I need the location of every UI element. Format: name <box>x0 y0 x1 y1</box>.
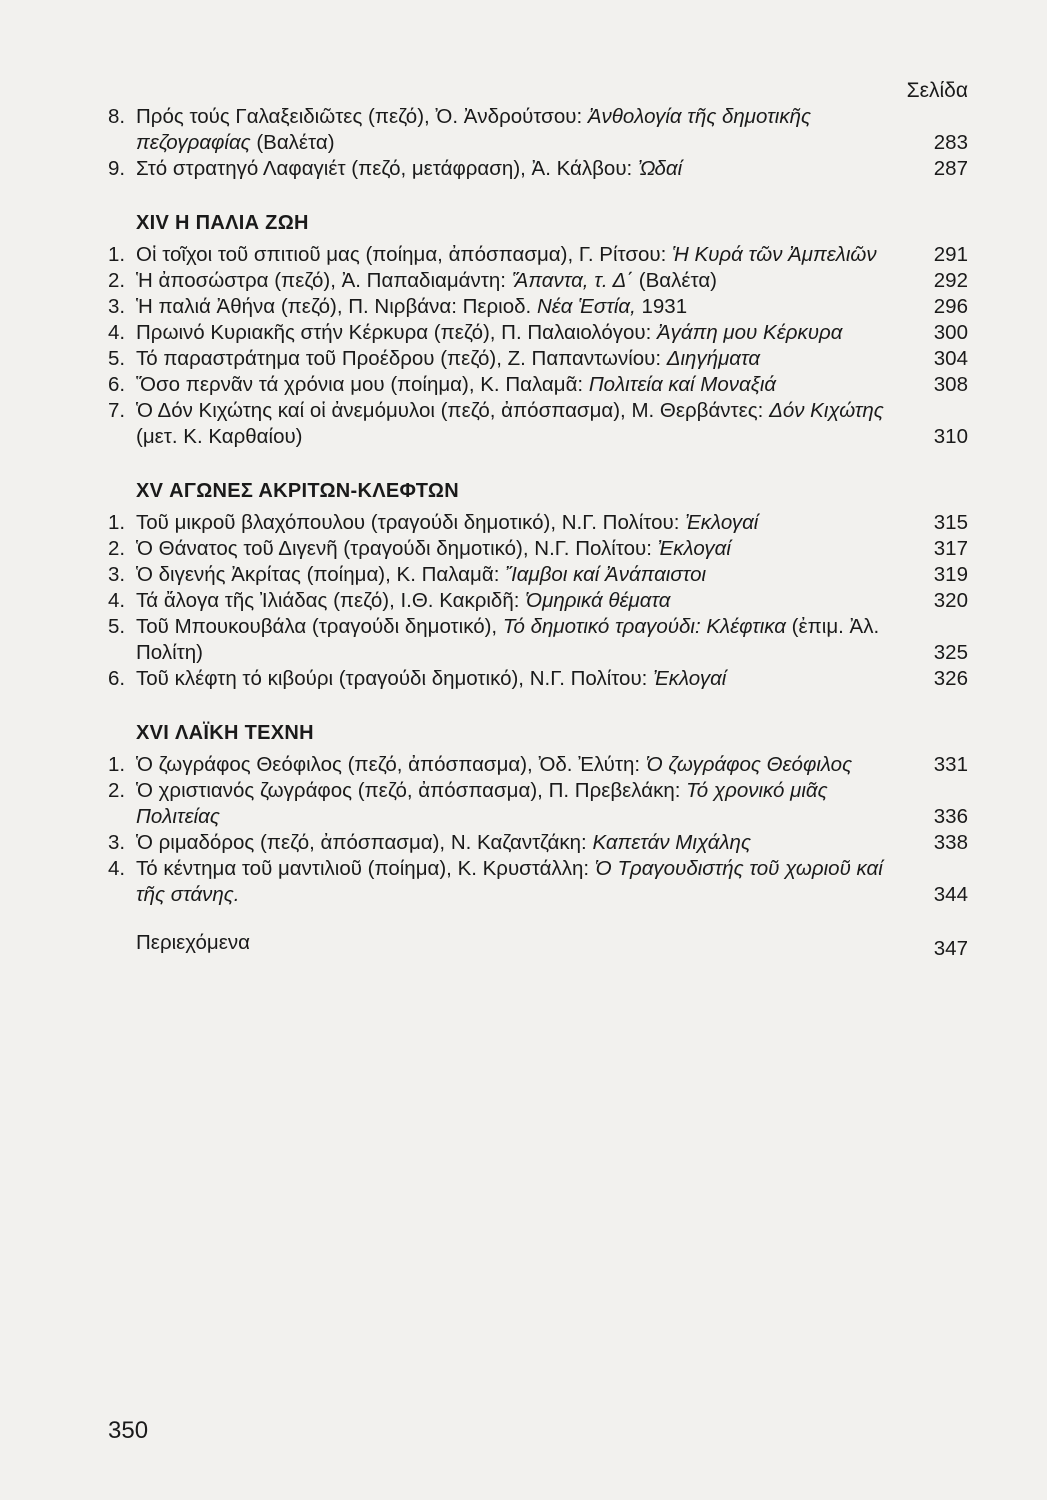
entry-title: Ὁ χριστιανός ζωγράφος (πεζό, ἀπόσπασμα), Π. Πρεβελάκη: <box>136 779 687 802</box>
entry-source: Ὠδαί <box>637 157 683 180</box>
entry-number: 8. <box>108 105 126 128</box>
entry-text <box>136 778 924 830</box>
section-heading: XV ΑΓΩΝΕΣ ΑΚΡΙΤΩΝ-ΚΛΕΦΤΩΝ <box>136 480 459 502</box>
entry-page: 291 <box>933 243 968 266</box>
entry-suffix: (Βαλέτα) <box>633 269 717 292</box>
entry-text <box>136 156 924 182</box>
section-heading: XIV Η ΠΑΛΙΑ ΖΩΗ <box>136 212 309 234</box>
entry-source: Τό χρονικό μιᾶς Πολιτείας <box>136 779 828 828</box>
toc-entry <box>108 294 968 320</box>
entry-title: Ἡ ἀποσώστρα (πεζό), Ἀ. Παπαδιαμάντη: <box>136 269 512 292</box>
entry-suffix: 1931 <box>635 295 688 318</box>
entry-title: Τοῦ μικροῦ βλαχόπουλου (τραγούδι δημοτικό), Ν.Γ. Πολίτου: <box>136 511 686 534</box>
entry-page: 315 <box>933 511 968 534</box>
contents-label: Περιεχόμενα <box>136 931 250 954</box>
entry-page: 325 <box>933 641 968 664</box>
toc-entry <box>108 268 968 294</box>
entry-page: 300 <box>933 321 968 344</box>
entry-page: 319 <box>933 563 968 586</box>
toc-entry <box>108 536 968 562</box>
page-column-label: Σελίδα <box>906 79 968 102</box>
entry-number: 2. <box>108 269 126 292</box>
contents-entry <box>136 930 968 962</box>
toc-entry <box>108 752 968 778</box>
entry-number: 3. <box>108 563 126 586</box>
entry-source: Τό δημοτικό τραγούδι: Κλέφτικα <box>502 615 786 638</box>
entry-title: Ὁ ζωγράφος Θεόφιλος (πεζό, ἀπόσπασμα), Ὀδ. Ἐλύτη: <box>136 753 646 776</box>
entry-page: 296 <box>933 295 968 318</box>
entry-text <box>136 242 924 268</box>
entry-page: 320 <box>933 589 968 612</box>
entry-number: 6. <box>108 667 126 690</box>
entry-number: 1. <box>108 511 126 534</box>
entry-source: Ἀνθολογία τῆς δημοτικῆς πεζογραφίας <box>136 105 811 154</box>
entry-source: Πολιτεία καί Μοναξιά <box>588 373 777 396</box>
entry-source: Ἐκλογαί <box>685 511 759 534</box>
entry-title: Πρωινό Κυριακῆς στήν Κέρκυρα (πεζό), Π. Παλαιολόγου: <box>136 321 657 344</box>
entry-number: 3. <box>108 831 126 854</box>
entry-text <box>136 104 924 156</box>
entry-title: Τά ἄλογα τῆς Ἰλιάδας (πεζό), Ι.Θ. Κακριδῆ: <box>136 589 526 612</box>
entry-text <box>136 614 924 666</box>
entry-page: 336 <box>933 805 968 828</box>
entry-number: 3. <box>108 295 126 318</box>
entry-title: Ὁ ριμαδόρος (πεζό, ἀπόσπασμα), Ν. Καζαντζάκη: <box>136 831 593 854</box>
entry-page: 317 <box>933 537 968 560</box>
toc-entry <box>108 372 968 398</box>
entry-number: 9. <box>108 157 126 180</box>
entry-suffix: (Βαλέτα) <box>250 131 335 154</box>
toc-entry <box>108 156 968 182</box>
entry-source: Ἡ Κυρά τῶν Ἀμπελιῶν <box>671 243 877 266</box>
entry-page: 308 <box>933 373 968 396</box>
toc-entry <box>108 588 968 614</box>
entry-title: Τοῦ Μπουκουβάλα (τραγούδι δημοτικό), <box>136 615 503 638</box>
toc-entry <box>108 562 968 588</box>
entry-page: 310 <box>933 425 968 448</box>
entry-page: 331 <box>933 753 968 776</box>
entry-title: Τό κέντημα τοῦ μαντιλιοῦ (ποίημα), Κ. Κρυστάλλη: <box>136 857 595 880</box>
page-number: 350 <box>108 1417 149 1444</box>
entry-text <box>136 588 924 614</box>
entry-text <box>136 666 924 692</box>
entry-suffix: (ἐπιμ. Ἀλ. Πολίτη) <box>136 615 880 664</box>
entry-title: Τό παραστράτημα τοῦ Προέδρου (πεζό), Ζ. Παπαντωνίου: <box>136 347 667 370</box>
toc-entry <box>108 104 968 156</box>
entry-text <box>136 510 924 536</box>
entry-title: Ὁ διγενής Ἀκρίτας (ποίημα), Κ. Παλαμᾶ: <box>136 563 506 586</box>
entry-text <box>136 320 924 346</box>
entry-source: Ἀγάπη μου Κέρκυρα <box>657 321 843 344</box>
entry-source: Διηγήματα <box>666 347 761 370</box>
entry-source: Νέα Ἑστία, <box>536 295 636 318</box>
entry-title: Ὁ Δόν Κιχώτης καί οἱ ἀνεμόμυλοι (πεζό, ἀπόσπασμα), Μ. Θερβάντες: <box>136 399 770 422</box>
entry-text <box>136 372 924 398</box>
entry-text <box>136 830 924 856</box>
toc-entry <box>108 320 968 346</box>
contents-page: 347 <box>933 937 968 960</box>
entry-page: 283 <box>933 131 968 154</box>
entry-source: Ὁ ζωγράφος Θεόφιλος <box>645 753 853 776</box>
entry-number: 5. <box>108 347 126 370</box>
entry-title: Ὁ Θάνατος τοῦ Διγενῆ (τραγούδι δημοτικό), Ν.Γ. Πολίτου: <box>136 537 658 560</box>
entry-text <box>136 562 924 588</box>
entry-title: Τοῦ κλέφτη τό κιβούρι (τραγούδι δημοτικό), Ν.Γ. Πολίτου: <box>136 667 654 690</box>
entry-source: Ὁ Τραγουδιστής τοῦ χωριοῦ καί τῆς στάνης. <box>136 857 883 906</box>
toc-entry <box>108 778 968 830</box>
entry-suffix: (μετ. Κ. Καρθαίου) <box>136 425 303 448</box>
entry-title: Οἱ τοῖχοι τοῦ σπιτιοῦ μας (ποίημα, ἀπόσπασμα), Γ. Ρίτσου: <box>136 243 672 266</box>
toc-entry <box>108 830 968 856</box>
entry-text <box>136 536 924 562</box>
entry-number: 2. <box>108 537 126 560</box>
entry-title: Πρός τούς Γαλαξειδιῶτες (πεζό), Ὀ. Ἀνδρούτσου: <box>136 105 588 128</box>
entry-source: Καπετάν Μιχάλης <box>592 831 751 854</box>
entry-number: 6. <box>108 373 126 396</box>
table-of-contents <box>108 78 968 962</box>
entry-page: 287 <box>933 157 968 180</box>
entry-page: 292 <box>933 269 968 292</box>
entry-number: 1. <box>108 753 126 776</box>
entry-number: 7. <box>108 399 126 422</box>
entry-source: Ἐκλογαί <box>653 667 727 690</box>
entry-number: 4. <box>108 589 126 612</box>
toc-entry <box>108 614 968 666</box>
toc-entry <box>108 666 968 692</box>
entry-source: Ἴαμβοι καί Ἀνάπαιστοι <box>505 563 707 586</box>
entry-title: Ἡ παλιά Ἀθήνα (πεζό), Π. Νιρβάνα: Περιοδ. <box>136 295 537 318</box>
entry-text <box>136 856 924 908</box>
entry-source: Δόν Κιχώτης <box>769 399 884 422</box>
entry-text <box>136 398 924 450</box>
toc-entry <box>108 398 968 450</box>
entry-page: 326 <box>933 667 968 690</box>
entry-number: 5. <box>108 615 126 638</box>
toc-entry <box>108 242 968 268</box>
entry-number: 1. <box>108 243 126 266</box>
entry-source: Ἐκλογαί <box>657 537 731 560</box>
entry-source: Ὁμηρικά θέματα <box>525 589 671 612</box>
entry-source: Ἅπαντα, τ. Δ΄ <box>511 269 634 292</box>
entry-number: 4. <box>108 857 126 880</box>
entry-title: Στό στρατηγό Λαφαγιέτ (πεζό, μετάφραση), Ἀ. Κάλβου: <box>136 157 638 180</box>
entry-text <box>136 294 924 320</box>
entry-title: Ὅσο περνᾶν τά χρόνια μου (ποίημα), Κ. Παλαμᾶ: <box>136 373 589 396</box>
entry-page: 304 <box>933 347 968 370</box>
entry-page: 338 <box>933 831 968 854</box>
entry-number: 2. <box>108 779 126 802</box>
section-heading: XVI ΛΑΪΚΗ ΤΕΧΝΗ <box>136 722 314 744</box>
entry-number: 4. <box>108 321 126 344</box>
entry-text <box>136 752 924 778</box>
entry-text <box>136 346 924 372</box>
toc-entry <box>108 346 968 372</box>
entry-text <box>136 268 924 294</box>
toc-entry <box>108 856 968 908</box>
entry-page: 344 <box>933 883 968 906</box>
toc-entry <box>108 510 968 536</box>
